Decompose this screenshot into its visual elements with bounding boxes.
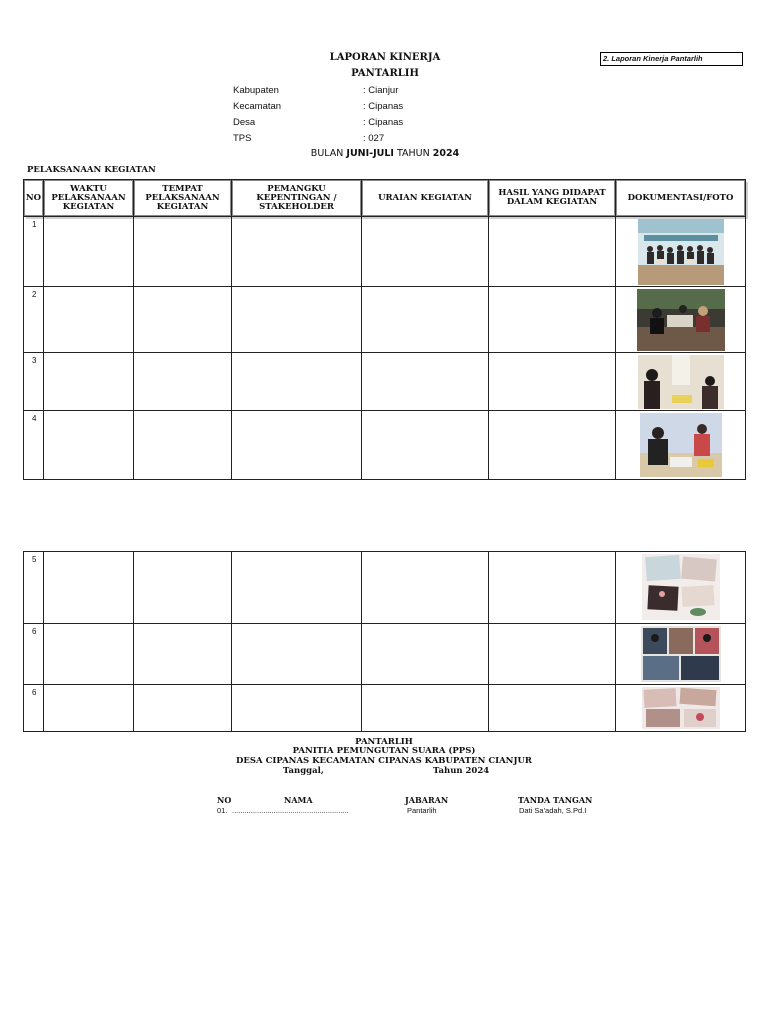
col-header-pemangku: PEMANGKU KEPENTINGAN / STAKEHOLDER (232, 180, 362, 217)
footer-line-1: PANTARLIH (355, 737, 413, 747)
cell-hasil[interactable] (489, 217, 616, 287)
col-header-waktu: WAKTU PELAKSANAAN KEGIATAN (44, 180, 134, 217)
collage-photo (642, 687, 720, 729)
field-label-kabupaten: Kabupaten (233, 85, 279, 96)
cell-tempat[interactable] (134, 411, 232, 480)
cell-hasil[interactable] (489, 685, 616, 732)
sig-header-nama: NAMA (284, 795, 313, 805)
cell-waktu[interactable] (44, 287, 134, 353)
cell-tempat[interactable] (134, 217, 232, 287)
period-year: 2024 (432, 148, 460, 159)
cell-tempat[interactable] (134, 685, 232, 732)
field-label-desa: Desa (233, 117, 256, 128)
cell-tempat[interactable] (134, 287, 232, 353)
cell-uraian[interactable] (362, 353, 489, 411)
period-prefix: BULAN (310, 148, 347, 159)
cell-dokumentasi (616, 624, 746, 685)
cell-uraian[interactable] (362, 624, 489, 685)
cell-hasil[interactable] (489, 552, 616, 624)
report-subtitle: PANTARLIH (351, 68, 419, 79)
cell-tempat[interactable] (134, 552, 232, 624)
row-number: 6 (24, 624, 44, 685)
collage-photo (642, 554, 720, 620)
period-months: JUNI-JULI (346, 148, 394, 159)
cell-dokumentasi (616, 217, 746, 287)
row-number: 5 (24, 552, 44, 624)
cell-waktu[interactable] (44, 353, 134, 411)
sig-header-tanda-tangan: TANDA TANGAN (518, 795, 593, 805)
cell-tempat[interactable] (134, 624, 232, 685)
cell-uraian[interactable] (362, 685, 489, 732)
cell-waktu[interactable] (44, 552, 134, 624)
cell-uraian[interactable] (362, 552, 489, 624)
collage-photo (641, 626, 721, 682)
col-header-tempat: TEMPAT PELAKSANAAN KEGIATAN (134, 180, 232, 217)
cell-pemangku[interactable] (232, 552, 362, 624)
sig-row-role: Pantarlih (407, 806, 437, 815)
activity-table-part1 (23, 179, 746, 480)
footer-date-label: Tanggal, (283, 766, 324, 776)
cell-uraian[interactable] (362, 217, 489, 287)
document-tag: 2. Laporan Kinerja Pantarlih (600, 52, 743, 66)
report-title: LAPORAN KINERJA (329, 52, 441, 63)
cell-dokumentasi (616, 552, 746, 624)
cell-dokumentasi (616, 411, 746, 480)
cell-waktu[interactable] (44, 685, 134, 732)
col-header-hasil: HASIL YANG DIDAPAT DALAM KEGIATAN (489, 180, 616, 217)
table-row (24, 685, 746, 732)
footer-line-2: PANITIA PEMUNGUTAN SUARA (PPS) (292, 746, 476, 756)
table-row (24, 552, 746, 624)
cell-waktu[interactable] (44, 411, 134, 480)
footer-year-label: Tahun 2024 (433, 766, 490, 776)
field-label-tps: TPS (233, 133, 252, 144)
row-number: 3 (24, 353, 44, 411)
sig-row-signature: Dati Sa'adah, S.Pd.I (519, 806, 587, 815)
field-value-kabupaten: : Cianjur (363, 85, 399, 96)
cell-pemangku[interactable] (232, 217, 362, 287)
cell-pemangku[interactable] (232, 353, 362, 411)
field-value-tps: : 027 (363, 133, 385, 144)
meeting-photo (637, 289, 725, 351)
table-row (24, 411, 746, 480)
cell-dokumentasi (616, 287, 746, 353)
activity-table-part2 (23, 551, 746, 732)
cell-uraian[interactable] (362, 411, 489, 480)
field-value-desa: : Cipanas (363, 117, 404, 128)
row-number: 4 (24, 411, 44, 480)
sig-header-no: NO (217, 795, 232, 805)
table-row (24, 624, 746, 685)
sig-header-jabaran: JABARAN (405, 795, 449, 805)
cell-tempat[interactable] (134, 353, 232, 411)
row-number: 6 (24, 685, 44, 732)
col-header-no: NO (24, 180, 44, 217)
cell-hasil[interactable] (489, 287, 616, 353)
sig-row-name[interactable]: ........................................................ (232, 806, 349, 815)
cell-hasil[interactable] (489, 624, 616, 685)
table-row (24, 287, 746, 353)
cell-hasil[interactable] (489, 411, 616, 480)
table-header-row (24, 180, 746, 217)
field-label-kecamatan: Kecamatan (233, 101, 282, 112)
report-period (280, 148, 490, 159)
row-number: 2 (24, 287, 44, 353)
cell-pemangku[interactable] (232, 287, 362, 353)
field-value-kecamatan: : Cipanas (363, 101, 404, 112)
group-photo (638, 219, 724, 285)
section-label: PELAKSANAAN KEGIATAN (27, 165, 156, 175)
table-row (24, 353, 746, 411)
cell-dokumentasi (616, 353, 746, 411)
cell-waktu[interactable] (44, 217, 134, 287)
cell-hasil[interactable] (489, 353, 616, 411)
col-header-dokumentasi: DOKUMENTASI/FOTO (616, 180, 746, 217)
cell-pemangku[interactable] (232, 411, 362, 480)
cell-uraian[interactable] (362, 287, 489, 353)
cell-pemangku[interactable] (232, 685, 362, 732)
sig-row-no: 01. (217, 806, 228, 815)
table-row (24, 217, 746, 287)
visit-photo (638, 355, 724, 409)
col-header-uraian: URAIAN KEGIATAN (362, 180, 489, 217)
registration-photo (640, 413, 722, 477)
cell-pemangku[interactable] (232, 624, 362, 685)
cell-dokumentasi (616, 685, 746, 732)
footer-line-3: DESA CIPANAS KECAMATAN CIPANAS KABUPATEN CIANJUR (236, 756, 532, 766)
period-mid: TAHUN (393, 148, 433, 159)
cell-waktu[interactable] (44, 624, 134, 685)
row-number: 1 (24, 217, 44, 287)
